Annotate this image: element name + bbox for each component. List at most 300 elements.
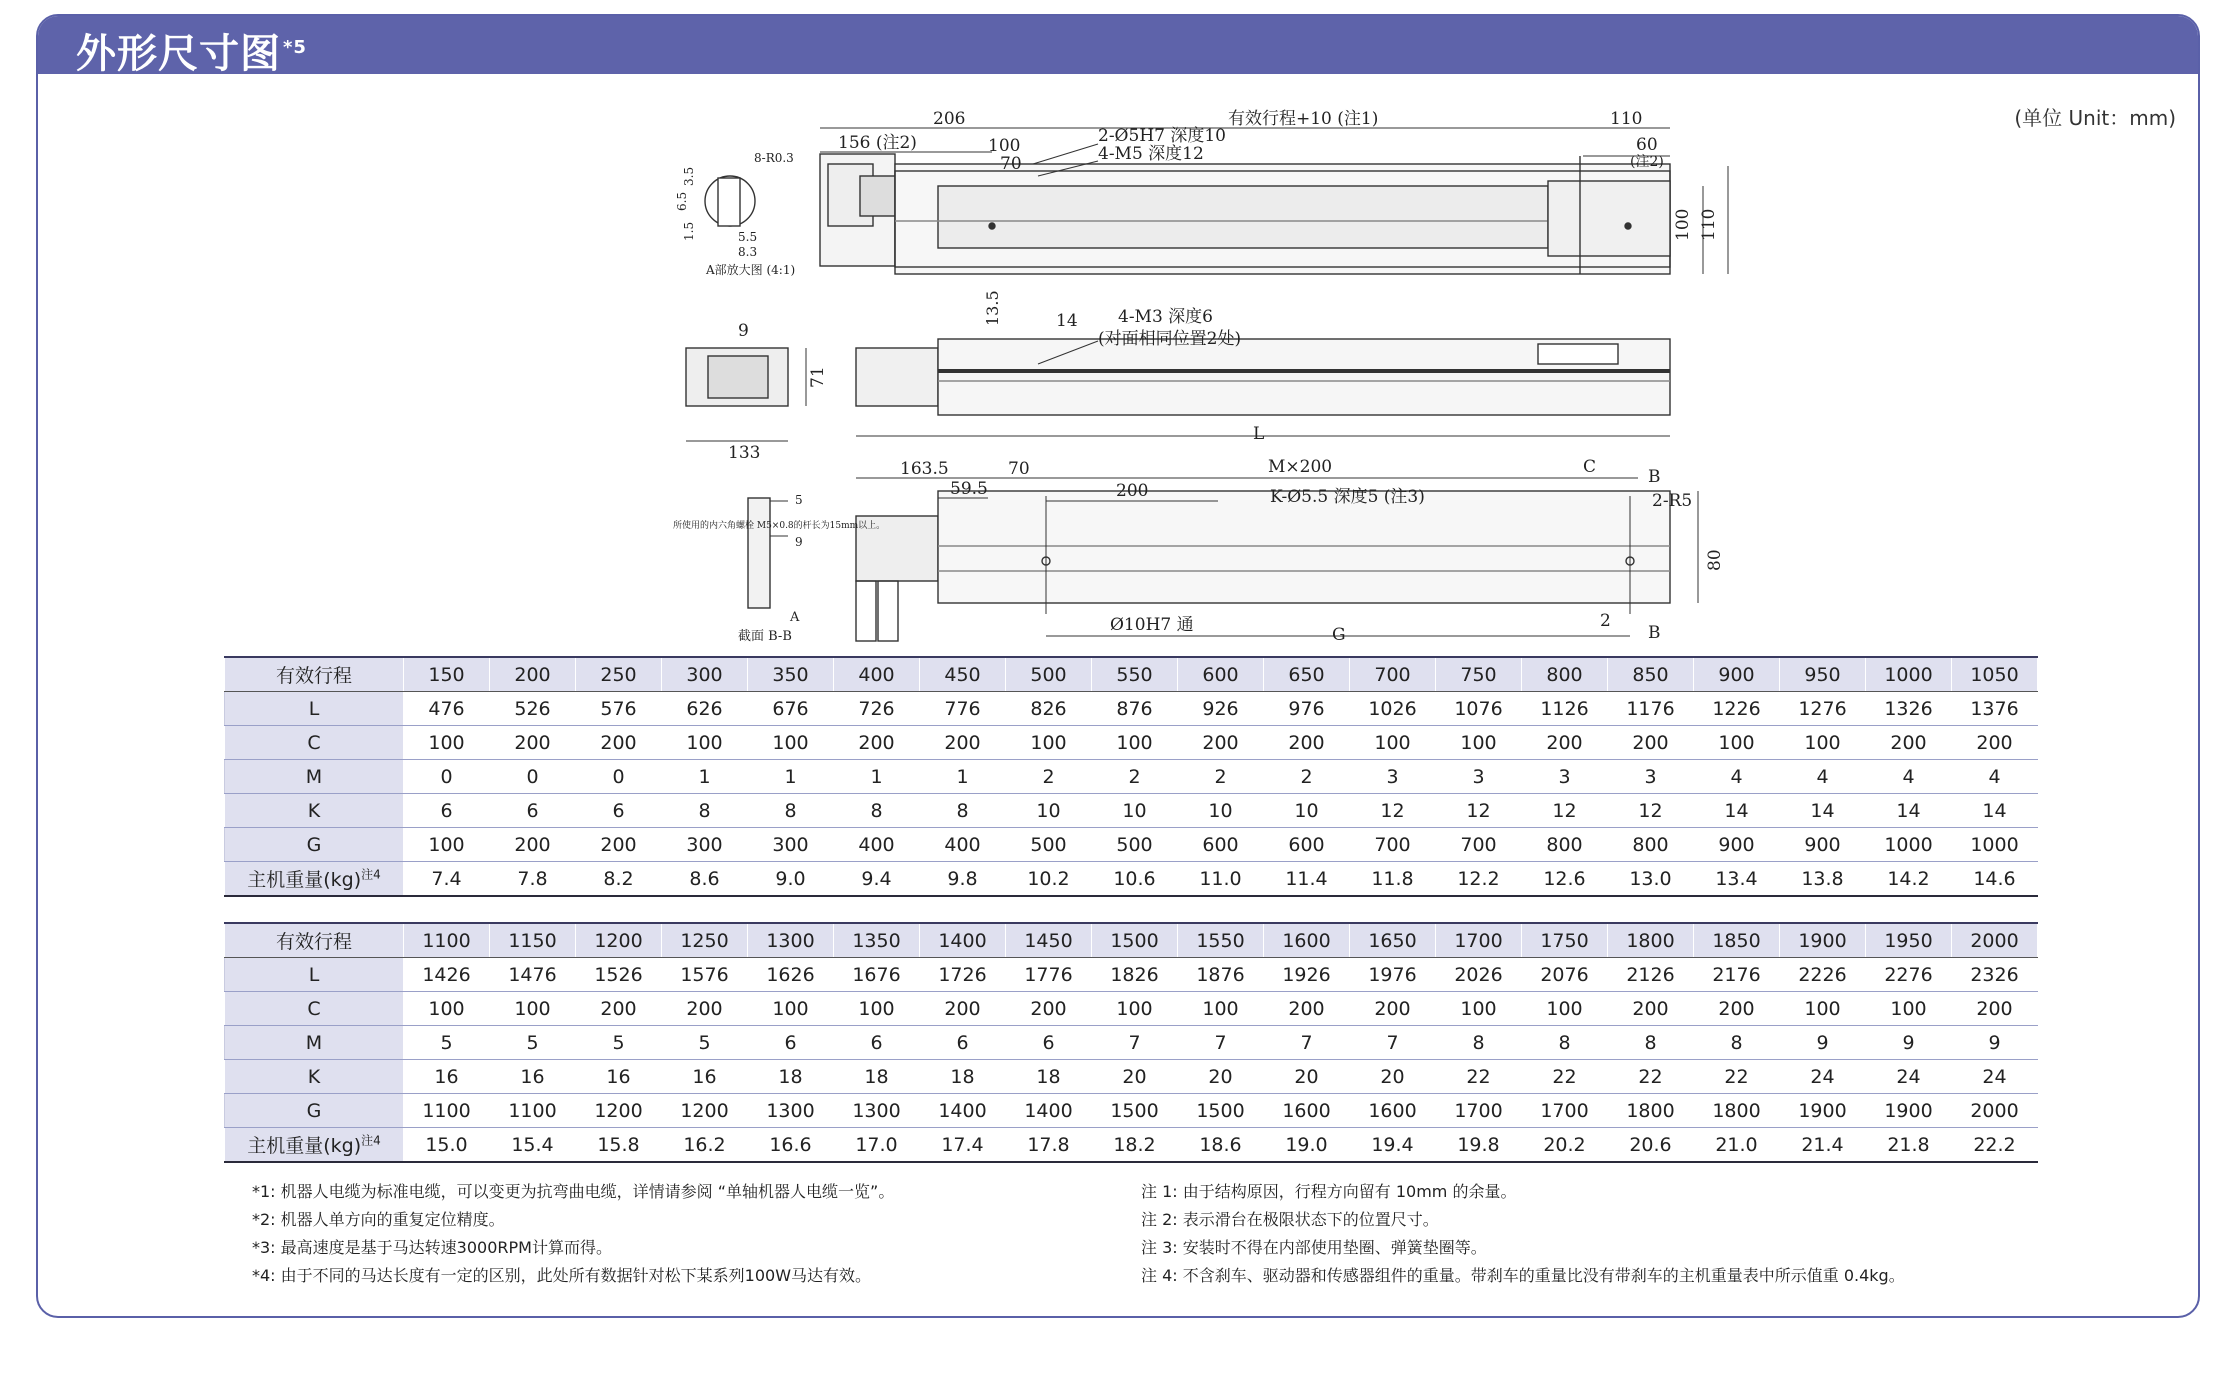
table-cell: 5 xyxy=(576,1026,662,1060)
table-cell: 876 xyxy=(1092,692,1178,726)
table-cell: 12.2 xyxy=(1436,862,1522,897)
table-cell: 18 xyxy=(834,1060,920,1094)
table-cell: 850 xyxy=(1608,657,1694,692)
note-item: 注 4: 不含刹车、驱动器和传感器组件的重量。带刹车的重量比没有带刹车的主机重量表中所示值重 0.4kg。 xyxy=(1141,1266,1905,1285)
table-cell: 22.2 xyxy=(1952,1128,2038,1163)
table-cell: 16.6 xyxy=(748,1128,834,1163)
table-cell: 1426 xyxy=(404,958,490,992)
table-cell: 450 xyxy=(920,657,1006,692)
table-cell: 200 xyxy=(1866,726,1952,760)
table-cell: 24 xyxy=(1952,1060,2038,1094)
table-cell: 100 xyxy=(1350,726,1436,760)
table-cell: 1000 xyxy=(1952,828,2038,862)
table-cell: 21.8 xyxy=(1866,1128,1952,1163)
side-view xyxy=(686,339,1670,441)
table-cell: 200 xyxy=(920,726,1006,760)
table-cell: 1276 xyxy=(1780,692,1866,726)
table-cell: 200 xyxy=(1006,992,1092,1026)
table-cell: 100 xyxy=(1178,992,1264,1026)
spec-table-1 xyxy=(224,656,2038,897)
table-cell: 19.4 xyxy=(1350,1128,1436,1163)
table-cell: 350 xyxy=(748,657,834,692)
table-cell: 626 xyxy=(662,692,748,726)
table-cell: 1050 xyxy=(1952,657,2038,692)
table-cell: 200 xyxy=(1178,726,1264,760)
table-cell: 200 xyxy=(662,992,748,1026)
table-cell: 17.8 xyxy=(1006,1128,1092,1163)
table-cell: 20 xyxy=(1178,1060,1264,1094)
side-dim-14: 14 xyxy=(1056,311,1078,331)
height-100: 100 xyxy=(1673,208,1693,241)
table-cell: 8 xyxy=(834,794,920,828)
table-cell: 13.8 xyxy=(1780,862,1866,897)
table-cell: 500 xyxy=(1092,828,1178,862)
table-cell: 900 xyxy=(1780,828,1866,862)
table-cell: 24 xyxy=(1866,1060,1952,1094)
table-cell: 400 xyxy=(834,657,920,692)
top-view xyxy=(820,128,1728,274)
hole-spec-2: 4-M5 深度12 xyxy=(1098,144,1204,164)
table-cell: 900 xyxy=(1694,657,1780,692)
detail-15: 1.5 xyxy=(682,221,696,241)
table-cell: 200 xyxy=(920,992,1006,1026)
table-cell: 21.0 xyxy=(1694,1128,1780,1163)
table-cell: 3 xyxy=(1608,760,1694,794)
table-cell: 8 xyxy=(1608,1026,1694,1060)
row-label: L xyxy=(225,692,404,726)
table-cell: 6 xyxy=(576,794,662,828)
table-cell: 1400 xyxy=(1006,1094,1092,1128)
table-row xyxy=(225,726,2038,760)
table-cell: 200 xyxy=(1264,992,1350,1026)
table-cell: 10.2 xyxy=(1006,862,1092,897)
table-cell: 6 xyxy=(834,1026,920,1060)
table-cell: 200 xyxy=(1264,726,1350,760)
table-cell: 17.0 xyxy=(834,1128,920,1163)
table-cell: 8 xyxy=(662,794,748,828)
table-cell: 1676 xyxy=(834,958,920,992)
dimension-drawing xyxy=(38,16,2198,656)
table-cell: 2326 xyxy=(1952,958,2038,992)
side-dim-9: 9 xyxy=(738,321,749,341)
table-cell: 11.4 xyxy=(1264,862,1350,897)
table-cell: 200 xyxy=(490,726,576,760)
section-mark-top: B xyxy=(1648,467,1661,487)
table-cell: 3 xyxy=(1436,760,1522,794)
bottom-dim-mx: M×200 xyxy=(1268,457,1333,477)
table-cell: 1 xyxy=(748,760,834,794)
side-m3: 4-M3 深度6 xyxy=(1118,307,1214,327)
table-cell: 15.4 xyxy=(490,1128,576,1163)
dim-156: 156 (注2) xyxy=(838,133,917,153)
table-cell: 300 xyxy=(662,657,748,692)
table-row xyxy=(225,1128,2038,1163)
table-cell: 1700 xyxy=(1436,923,1522,958)
table-cell: 0 xyxy=(490,760,576,794)
table-cell: 100 xyxy=(404,992,490,1026)
table-cell: 200 xyxy=(1694,992,1780,1026)
table-cell: 2076 xyxy=(1522,958,1608,992)
dim-70: 70 xyxy=(1000,154,1022,174)
table-cell: 676 xyxy=(748,692,834,726)
table-cell: 20.6 xyxy=(1608,1128,1694,1163)
table-cell: 300 xyxy=(748,828,834,862)
bottom-dim-2: 2 xyxy=(1600,611,1611,631)
table-cell: 100 xyxy=(404,726,490,760)
table-cell: 100 xyxy=(1092,726,1178,760)
table-cell: 9.4 xyxy=(834,862,920,897)
table-cell: 18.2 xyxy=(1092,1128,1178,1163)
table-cell: 7 xyxy=(1350,1026,1436,1060)
table-cell: 1400 xyxy=(920,1094,1006,1128)
table-cell: 1750 xyxy=(1522,923,1608,958)
table-cell: 776 xyxy=(920,692,1006,726)
table-cell: 826 xyxy=(1006,692,1092,726)
table-cell: 700 xyxy=(1350,828,1436,862)
table-cell: 400 xyxy=(834,828,920,862)
table-cell: 2176 xyxy=(1694,958,1780,992)
detail-83: 8.3 xyxy=(738,245,758,259)
table-cell: 1500 xyxy=(1092,923,1178,958)
table-cell: 1376 xyxy=(1952,692,2038,726)
table-cell: 2 xyxy=(1006,760,1092,794)
notes-right xyxy=(1141,1178,1905,1290)
table-cell: 20 xyxy=(1264,1060,1350,1094)
table-cell: 100 xyxy=(1006,726,1092,760)
table-cell: 6 xyxy=(404,794,490,828)
table-cell: 700 xyxy=(1436,828,1522,862)
table-cell: 9 xyxy=(1780,1026,1866,1060)
table-cell: 1850 xyxy=(1694,923,1780,958)
table-cell: 100 xyxy=(1436,992,1522,1026)
note-item: *2: 机器人单方向的重复定位精度。 xyxy=(252,1210,505,1229)
table-cell: 100 xyxy=(662,726,748,760)
table-cell: 1250 xyxy=(662,923,748,958)
table-cell: 1200 xyxy=(576,923,662,958)
bottom-hole-spec: K-Ø5.5 深度5 (注3) xyxy=(1270,487,1425,507)
row-label: G xyxy=(225,1094,404,1128)
table-cell: 9.8 xyxy=(920,862,1006,897)
bottom-dim-C: C xyxy=(1583,457,1597,477)
row-label: L xyxy=(225,958,404,992)
row-note: 注4 xyxy=(361,1133,381,1148)
bottom-dim-G: G xyxy=(1332,625,1346,645)
table-cell: 1150 xyxy=(490,923,576,958)
table-cell: 1300 xyxy=(748,1094,834,1128)
table-cell: 10.6 xyxy=(1092,862,1178,897)
table-cell: 526 xyxy=(490,692,576,726)
table-cell: 10 xyxy=(1178,794,1264,828)
table-cell: 13.0 xyxy=(1608,862,1694,897)
table-cell: 11.8 xyxy=(1350,862,1436,897)
table-cell: 10 xyxy=(1006,794,1092,828)
table-cell: 200 xyxy=(490,657,576,692)
table-row xyxy=(225,657,2038,692)
bottom-dim-200: 200 xyxy=(1116,481,1149,501)
table-cell: 6 xyxy=(1006,1026,1092,1060)
row-label: K xyxy=(225,1060,404,1094)
table-row xyxy=(225,1026,2038,1060)
bottom-dim-70: 70 xyxy=(1008,459,1030,479)
table-cell: 600 xyxy=(1178,657,1264,692)
row-label: 主机重量(kg)$^{注4}$ xyxy=(225,1128,404,1163)
table-cell: 7.8 xyxy=(490,862,576,897)
table-cell: 2226 xyxy=(1780,958,1866,992)
table-cell: 726 xyxy=(834,692,920,726)
row-label: C xyxy=(225,726,404,760)
table-cell: 976 xyxy=(1264,692,1350,726)
note-item: *1: 机器人电缆为标准电缆，可以变更为抗弯曲电缆，详情请参阅 “单轴机器人电缆一览”。 xyxy=(252,1182,895,1201)
section-mark-bottom: B xyxy=(1648,623,1661,643)
table-cell: 12 xyxy=(1608,794,1694,828)
table-cell: 1800 xyxy=(1608,923,1694,958)
table-cell: 2276 xyxy=(1866,958,1952,992)
table-cell: 800 xyxy=(1522,828,1608,862)
table-cell: 1900 xyxy=(1866,1094,1952,1128)
table-cell: 1300 xyxy=(834,1094,920,1128)
table-cell: 1 xyxy=(920,760,1006,794)
table-cell: 16 xyxy=(490,1060,576,1094)
table-cell: 24 xyxy=(1780,1060,1866,1094)
table-cell: 1600 xyxy=(1264,923,1350,958)
table-cell: 1000 xyxy=(1866,828,1952,862)
table-cell: 19.0 xyxy=(1264,1128,1350,1163)
table-cell: 9 xyxy=(1866,1026,1952,1060)
table-cell: 100 xyxy=(1092,992,1178,1026)
table-cell: 22 xyxy=(1436,1060,1522,1094)
table-cell: 6 xyxy=(490,794,576,828)
bottom-dim-80: 80 xyxy=(1705,549,1725,571)
table-cell: 2126 xyxy=(1608,958,1694,992)
side-m3-note: (对面相同位置2处) xyxy=(1098,329,1242,349)
table-cell: 1650 xyxy=(1350,923,1436,958)
side-dim-135: 13.5 xyxy=(983,290,1002,326)
table-row xyxy=(225,1060,2038,1094)
table-cell: 22 xyxy=(1608,1060,1694,1094)
table-cell: 100 xyxy=(1780,726,1866,760)
table-cell: 18 xyxy=(1006,1060,1092,1094)
detail-r: 8-R0.3 xyxy=(754,151,794,165)
table-cell: 1976 xyxy=(1350,958,1436,992)
table-cell: 1826 xyxy=(1092,958,1178,992)
table-cell: 1600 xyxy=(1350,1094,1436,1128)
table-cell: 576 xyxy=(576,692,662,726)
table-cell: 100 xyxy=(834,992,920,1026)
table-cell: 950 xyxy=(1780,657,1866,692)
table-cell: 650 xyxy=(1264,657,1350,692)
table-cell: 8 xyxy=(748,794,834,828)
table-cell: 100 xyxy=(1780,992,1866,1026)
row-label: G xyxy=(225,828,404,862)
table-cell: 1950 xyxy=(1866,923,1952,958)
table-cell: 1076 xyxy=(1436,692,1522,726)
table-cell: 600 xyxy=(1178,828,1264,862)
table-cell: 17.4 xyxy=(920,1128,1006,1163)
table-cell: 1800 xyxy=(1608,1094,1694,1128)
table-cell: 300 xyxy=(662,828,748,862)
table-cell: 4 xyxy=(1952,760,2038,794)
unit-label: (单位 Unit：mm) xyxy=(2014,106,2176,130)
spec-table-2 xyxy=(224,922,2038,1163)
section-note: 所使用的内六角螺栓 M5×0.8的杆长为15mm以上。 xyxy=(673,521,886,531)
page-title: 外形尺寸图 $^{*5}$ xyxy=(76,31,307,77)
height-110: 110 xyxy=(1699,208,1719,241)
table-cell: 1350 xyxy=(834,923,920,958)
table-cell: 1576 xyxy=(662,958,748,992)
table-cell: 8.2 xyxy=(576,862,662,897)
table-cell: 1226 xyxy=(1694,692,1780,726)
table-cell: 8.6 xyxy=(662,862,748,897)
row-label: 主机重量(kg)$^{注4}$ xyxy=(225,862,404,897)
table-cell: 550 xyxy=(1092,657,1178,692)
table-cell: 150 xyxy=(404,657,490,692)
table-cell: 100 xyxy=(404,828,490,862)
table-cell: 500 xyxy=(1006,828,1092,862)
detail-65: 6.5 xyxy=(675,191,689,211)
table-cell: 200 xyxy=(1952,726,2038,760)
stroke-dim: 有效行程+10 (注1) xyxy=(1228,109,1379,129)
table-cell: 20 xyxy=(1092,1060,1178,1094)
notes-left xyxy=(252,1178,894,1290)
side-dim-133: 133 xyxy=(728,443,761,463)
table-cell: 200 xyxy=(834,726,920,760)
table-row xyxy=(225,760,2038,794)
row-label: M xyxy=(225,760,404,794)
dim-60: 60 xyxy=(1636,135,1658,155)
dim-110: 110 xyxy=(1610,109,1643,129)
note2-ref: (注2) xyxy=(1630,154,1664,170)
table-cell: 1126 xyxy=(1522,692,1608,726)
row-label: K xyxy=(225,794,404,828)
table-cell: 14 xyxy=(1780,794,1866,828)
table-cell: 21.4 xyxy=(1780,1128,1866,1163)
table-cell: 1 xyxy=(834,760,920,794)
table-cell: 20 xyxy=(1350,1060,1436,1094)
table-cell: 900 xyxy=(1694,828,1780,862)
table-cell: 8 xyxy=(1694,1026,1780,1060)
table-cell: 500 xyxy=(1006,657,1092,692)
table-cell: 200 xyxy=(1608,992,1694,1026)
table-cell: 12 xyxy=(1436,794,1522,828)
table-cell: 1476 xyxy=(490,958,576,992)
side-dim-L: L xyxy=(1253,424,1265,444)
note-item: *4: 由于不同的马达长度有一定的区别，此处所有数据针对松下某系列100W马达有效。 xyxy=(252,1266,872,1285)
table-cell: 1000 xyxy=(1866,657,1952,692)
table-row xyxy=(225,862,2038,897)
table-cell: 700 xyxy=(1350,657,1436,692)
table-cell: 14 xyxy=(1952,794,2038,828)
table-cell: 7.4 xyxy=(404,862,490,897)
table-cell: 1926 xyxy=(1264,958,1350,992)
table-cell: 4 xyxy=(1780,760,1866,794)
table-cell: 7 xyxy=(1092,1026,1178,1060)
table-cell: 1 xyxy=(662,760,748,794)
table-cell: 6 xyxy=(920,1026,1006,1060)
section-A: A xyxy=(790,610,800,625)
table-cell: 1026 xyxy=(1350,692,1436,726)
table-cell: 750 xyxy=(1436,657,1522,692)
table-cell: 200 xyxy=(576,992,662,1026)
table-cell: 11.0 xyxy=(1178,862,1264,897)
table-cell: 7 xyxy=(1264,1026,1350,1060)
table-cell: 16.2 xyxy=(662,1128,748,1163)
table-cell: 5 xyxy=(662,1026,748,1060)
detail-55: 5.5 xyxy=(738,230,758,244)
section-caption: 截面 B-B xyxy=(738,629,792,644)
hole-spec-1: 2-Ø5H7 深度10 xyxy=(1098,126,1226,146)
table-cell: 3 xyxy=(1350,760,1436,794)
table-cell: 6 xyxy=(748,1026,834,1060)
table-cell: 12.6 xyxy=(1522,862,1608,897)
table-cell: 2000 xyxy=(1952,923,2038,958)
table-cell: 20.2 xyxy=(1522,1128,1608,1163)
table-cell: 1500 xyxy=(1092,1094,1178,1128)
table-cell: 10 xyxy=(1092,794,1178,828)
table-cell: 14 xyxy=(1866,794,1952,828)
table-cell: 250 xyxy=(576,657,662,692)
table-cell: 100 xyxy=(1522,992,1608,1026)
table-cell: 9.0 xyxy=(748,862,834,897)
table-cell: 18 xyxy=(920,1060,1006,1094)
dim-206: 206 xyxy=(933,109,966,129)
table-cell: 1100 xyxy=(404,923,490,958)
section-bb xyxy=(748,498,788,608)
table-cell: 100 xyxy=(748,726,834,760)
table-cell: 8 xyxy=(920,794,1006,828)
table-cell: 14.6 xyxy=(1952,862,2038,897)
table-cell: 200 xyxy=(1952,992,2038,1026)
row-label: C xyxy=(225,992,404,1026)
table-cell: 1626 xyxy=(748,958,834,992)
detail-caption: A部放大图 (4:1) xyxy=(706,263,796,277)
table-cell: 2 xyxy=(1092,760,1178,794)
bottom-r5: 2-R5 xyxy=(1652,491,1693,511)
table-cell: 12 xyxy=(1522,794,1608,828)
table-cell: 1500 xyxy=(1178,1094,1264,1128)
table-cell: 1726 xyxy=(920,958,1006,992)
table-cell: 1200 xyxy=(662,1094,748,1128)
table-cell: 200 xyxy=(576,828,662,862)
table-cell: 100 xyxy=(490,992,576,1026)
note-item: *3: 最高速度是基于马达转速3000RPM计算而得。 xyxy=(252,1238,612,1257)
table-cell: 200 xyxy=(490,828,576,862)
table-cell: 200 xyxy=(1522,726,1608,760)
table-row xyxy=(225,692,2038,726)
table-cell: 1900 xyxy=(1780,923,1866,958)
table-cell: 2 xyxy=(1178,760,1264,794)
detail-35: 3.5 xyxy=(682,166,696,186)
table-cell: 1100 xyxy=(404,1094,490,1128)
table-cell: 1326 xyxy=(1866,692,1952,726)
table-row xyxy=(225,828,2038,862)
table-cell: 16 xyxy=(576,1060,662,1094)
row-note: 注4 xyxy=(361,867,381,882)
table-cell: 1800 xyxy=(1694,1094,1780,1128)
table-row xyxy=(225,794,2038,828)
table-cell: 8 xyxy=(1436,1026,1522,1060)
table-row xyxy=(225,1094,2038,1128)
table-row xyxy=(225,923,2038,958)
section-5: 5 xyxy=(795,493,803,507)
table-cell: 2026 xyxy=(1436,958,1522,992)
table-cell: 200 xyxy=(576,726,662,760)
table-cell: 100 xyxy=(1866,992,1952,1026)
table-cell: 1776 xyxy=(1006,958,1092,992)
section-9: 9 xyxy=(795,535,803,549)
table-cell: 1526 xyxy=(576,958,662,992)
table-cell: 800 xyxy=(1608,828,1694,862)
table-cell: 400 xyxy=(920,828,1006,862)
